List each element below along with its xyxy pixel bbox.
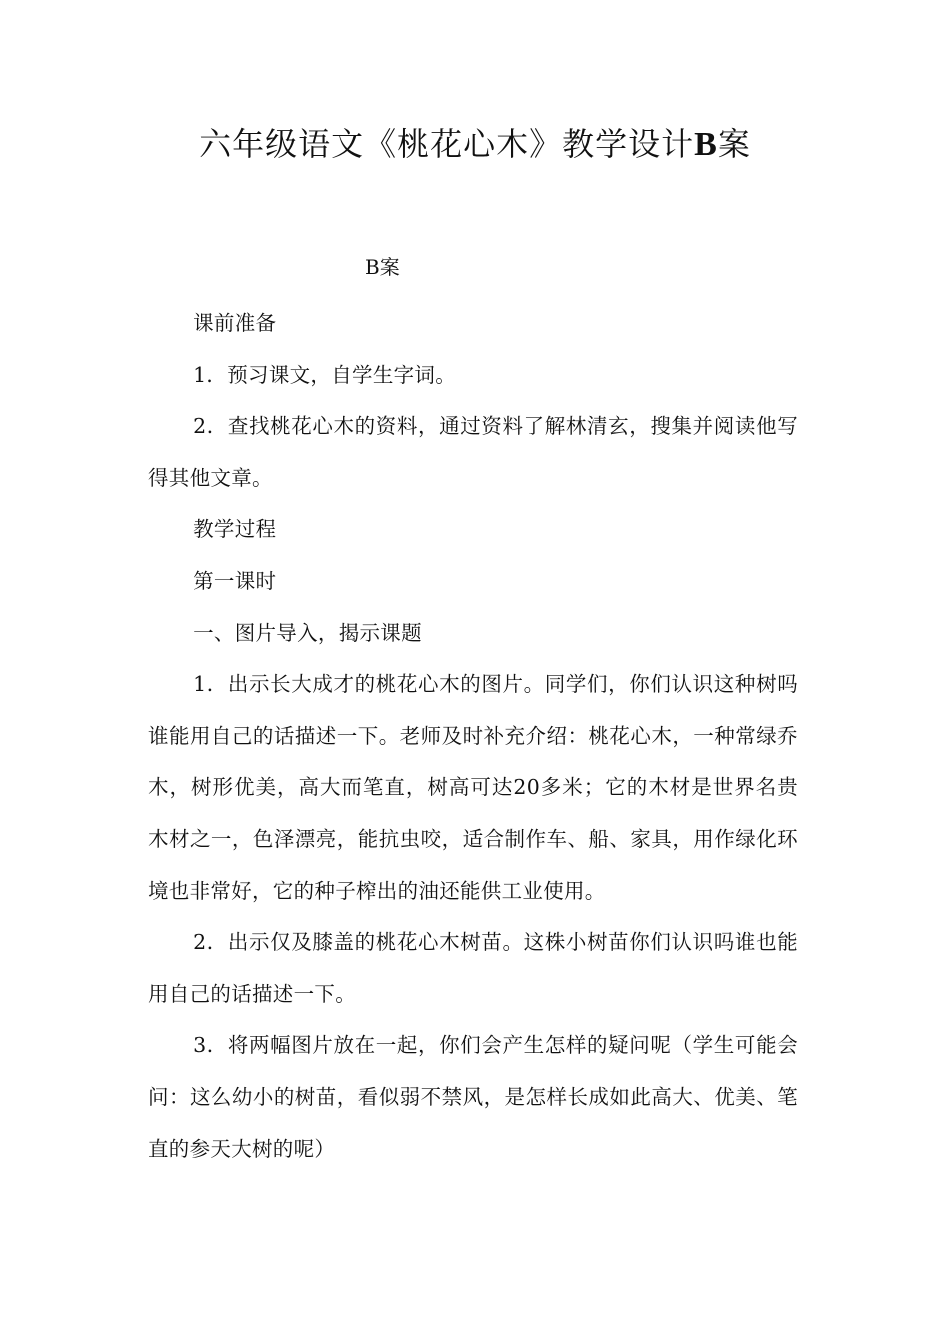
paragraph-prep-1: 1．预习课文，自学生字词。 <box>193 362 457 387</box>
document-body <box>148 298 798 1175</box>
title-suffix: 案 <box>717 125 751 163</box>
paragraph-step-2: 2．出示仅及膝盖的桃花心木树苗。这株小树苗你们认识吗谁也能用自己的话描述一下。 <box>148 930 798 1006</box>
section-label: B案 <box>365 255 400 279</box>
paragraph-step-3: 3．将两幅图片放在一起，你们会产生怎样的疑问呢（学生可能会问：这么幼小的树苗，看似弱不禁风，是怎样长成如此高大、优美、笔直的参天大树的呢） <box>148 1033 798 1161</box>
paragraph-prep-heading: 课前准备 <box>193 311 277 335</box>
title-bold-letter: B <box>694 126 718 163</box>
paragraph-prep-2: 2．查找桃花心木的资料，通过资料了解林清玄，搜集并阅读他写得其他文章。 <box>148 414 798 490</box>
paragraph-section-one: 一、图片导入，揭示课题 <box>193 620 422 645</box>
paragraph-process-heading: 教学过程 <box>193 517 277 542</box>
title-text: 六年级语文《桃花心木》教学设计 <box>199 125 695 163</box>
paragraph-step-1: 1．出示长大成才的桃花心木的图片。同学们，你们认识这种树吗谁能用自己的话描述一下。老师及时补充介绍：桃花心木，一种常绿乔木，树形优美，高大而笔直，树高可达20多米；它的木材是世界名贵木材之一，色泽漂亮，能抗虫咬，适合制作车、船、家具，用作绿化环境也非常好，它的种子榨出的油还能供工业使用。 <box>148 672 798 903</box>
document-title <box>0 118 950 171</box>
paragraph-lesson-one: 第一课时 <box>193 568 277 593</box>
